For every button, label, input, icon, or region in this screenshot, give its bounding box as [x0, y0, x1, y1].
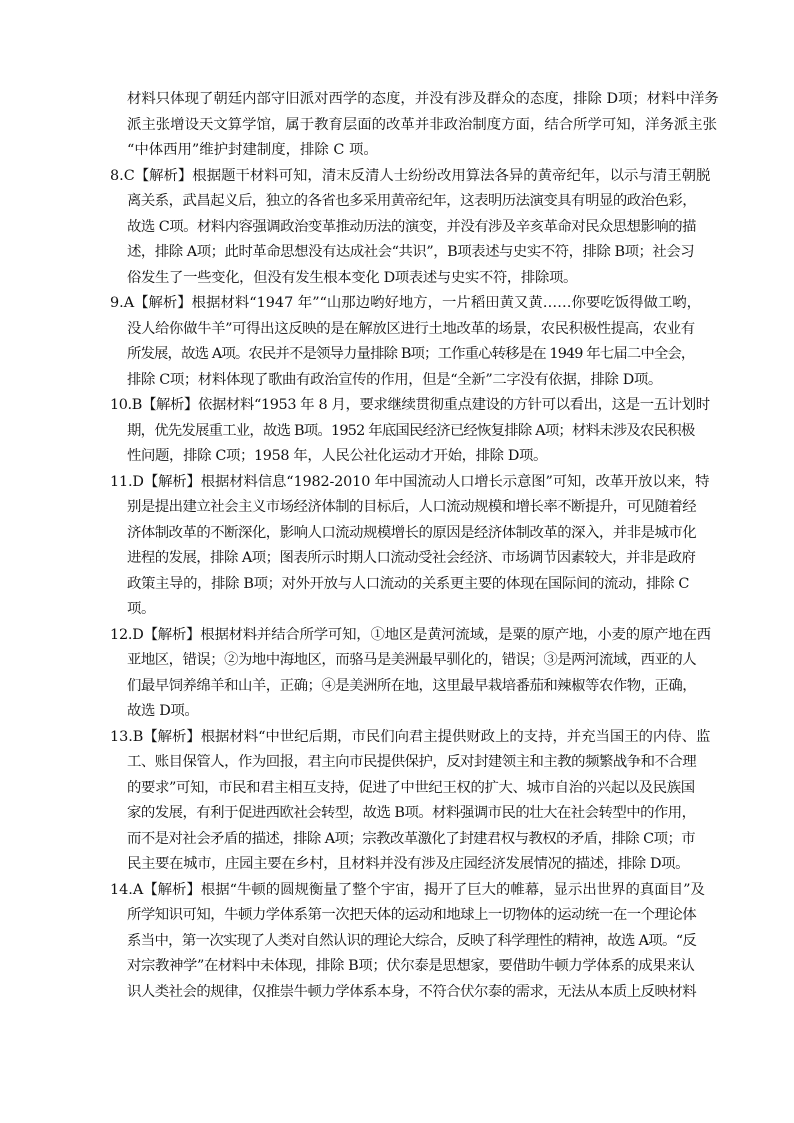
text-line: 故选 C项。材料内容强调政治变革推动历法的演变，并没有涉及辛亥革命对民众思想影响的描	[127, 218, 696, 235]
text-line: 识人类社会的规律，仅推崇牛顿力学体系本身，不符合伏尔泰的需求，无法从本质上反映材料	[127, 983, 697, 1000]
answer-item-11	[110, 470, 710, 623]
text-line: 期，优先发展重工业，故选 B项。1952 年底国民经济已经恢复排除 A项；材料未涉及农民积极	[127, 422, 695, 439]
text-line: 性问题，排除 C项；1958 年，人民公社化运动才开始，排除 D项。	[127, 448, 548, 464]
answer-content	[110, 87, 719, 1005]
text-line: 8.C【解析】根据题干材料可知，清末反清人士纷纷改用算法各异的黄帝纪年，以示与清王朝脱	[110, 167, 711, 184]
text-line: 而不是对社会矛盾的描述，排除 A项；宗教改革激化了封建君权与教权的矛盾，排除 C项；市	[127, 830, 696, 847]
text-line: 12.D【解析】根据材料并结合所学可知，①地区是黄河流域，是粟的原产地，小麦的原产地在西	[110, 626, 711, 643]
text-line: 14.A【解析】根据“牛顿的圆规衡量了整个宇宙，揭开了巨大的帷幕，显示出世界的真面目”及	[110, 881, 705, 898]
text-line: 没人给你做牛羊”可得出这反映的是在解放区进行土地改革的场景，农民积极性提高，农业有	[127, 320, 695, 337]
text-line: 济体制改革的不断深化，影响人口流动规模增长的原因是经济体制改革的深入，并非是城市化	[127, 524, 697, 541]
text-line: 民主要在城市，庄园主要在乡村，且材料并没有涉及庄园经济发展情况的描述，排除 D项。	[127, 856, 690, 872]
answer-item-9	[110, 291, 710, 393]
text-line: 俗发生了一些变化，但没有发生根本变化 D项表述与史实不符，排除项。	[127, 269, 578, 286]
answer-item-12	[110, 623, 710, 725]
text-line: 工、账目保管人，作为回报，君主向市民提供保护，反对封建领主和主教的频繁战争和不合理	[127, 754, 697, 770]
text-line: 政策主导的，排除 B项；对外开放与人口流动的关系更主要的体现在国际间的流动，排除 C	[127, 575, 690, 592]
intro-paragraph	[110, 87, 719, 164]
answer-item-13	[110, 725, 710, 878]
text-line: 10.B【解析】依据材料“1953 年 8 月，要求继续贯彻重点建设的方针可以看出，这是一五计划时	[110, 397, 710, 413]
text-line: 项。	[127, 601, 156, 617]
text-line: 所学知识可知，牛顿力学体系第一次把天体的运动和地球上一切物体的运动统一在一个理论体	[127, 907, 697, 923]
answer-item-10	[110, 393, 710, 470]
text-line: 述，排除 A项；此时革命思想没有达成社会“共识”，B项表述与史实不符，排除 B项；社会习	[127, 244, 695, 260]
text-line: 故选 D项。	[127, 703, 199, 719]
text-line: 的要求”可知，市民和君主相互支持，促进了中世纪王权的扩大、城市自治的兴起以及民族国	[127, 779, 695, 796]
text-line: 所发展，故选 A项。农民并不是领导力量排除 B项；工作重心转移是在 1949 年七届二中全会，	[127, 346, 695, 362]
text-line: 13.B【解析】根据材料“中世纪后期，市民们向君主提供财政上的支持，并充当国王的内侍、监	[110, 728, 711, 745]
text-line: 对宗教神学”在材料中未体现，排除 B项；伏尔泰是思想家，要借助牛顿力学体系的成果来认	[127, 958, 695, 974]
text-line: 亚地区，错误；②为地中海地区，而骆马是美洲最早驯化的，错误；③是两河流域，西亚的人	[127, 652, 697, 668]
text-line: 离关系，武昌起义后，独立的各省也多采用黄帝纪年，这表明历法演变具有明显的政治色彩，	[127, 193, 697, 209]
text-line: 派主张增设天文算学馆，属于教育层面的改革并非政治制度方面，结合所学可知，洋务派主张	[127, 116, 718, 133]
answer-item-8	[110, 164, 710, 292]
text-line: 进程的发展，排除 A项；图表所示时期人口流动受社会经济、市场调节因素较大，并非是政府	[127, 550, 696, 566]
text-line: 家的发展，有利于促进西欧社会转型，故选 B项。材料强调市民的壮大在社会转型中的作用，	[127, 805, 696, 821]
text-line: 们最早饲养绵羊和山羊，正确；④是美洲所在地，这里最早栽培番茄和辣椒等农作物，正确，	[127, 677, 697, 694]
text-line: 系当中，第一次实现了人类对自然认识的理论大综合，反映了科学理性的精神，故选 A项。“反	[127, 932, 697, 949]
answer-item-14	[110, 878, 710, 1006]
text-line: 9.A【解析】根据材料“1947 年”“山那边哟好地方，一片稻田黄又黄……你要吃饭得做工哟，	[110, 295, 702, 311]
text-line: 别是提出建立社会主义市场经济体制的目标后，人口流动规模和增长率不断提升，可见随着经	[127, 499, 697, 515]
text-line: 排除 C项；材料体现了歌曲有政治宣传的作用，但是“全新”二字没有依据，排除 D项。	[127, 371, 662, 388]
text-line: 11.D【解析】根据材料信息“1982-2010 年中国流动人口增长示意图”可知，改革开放以来，特	[110, 473, 710, 490]
text-line: 材料只体现了朝廷内部守旧派对西学的态度，并没有涉及群众的态度，排除 D项；材料中洋务	[127, 91, 719, 107]
text-line: “中体西用”维护封建制度，排除 C 项。	[127, 142, 378, 158]
